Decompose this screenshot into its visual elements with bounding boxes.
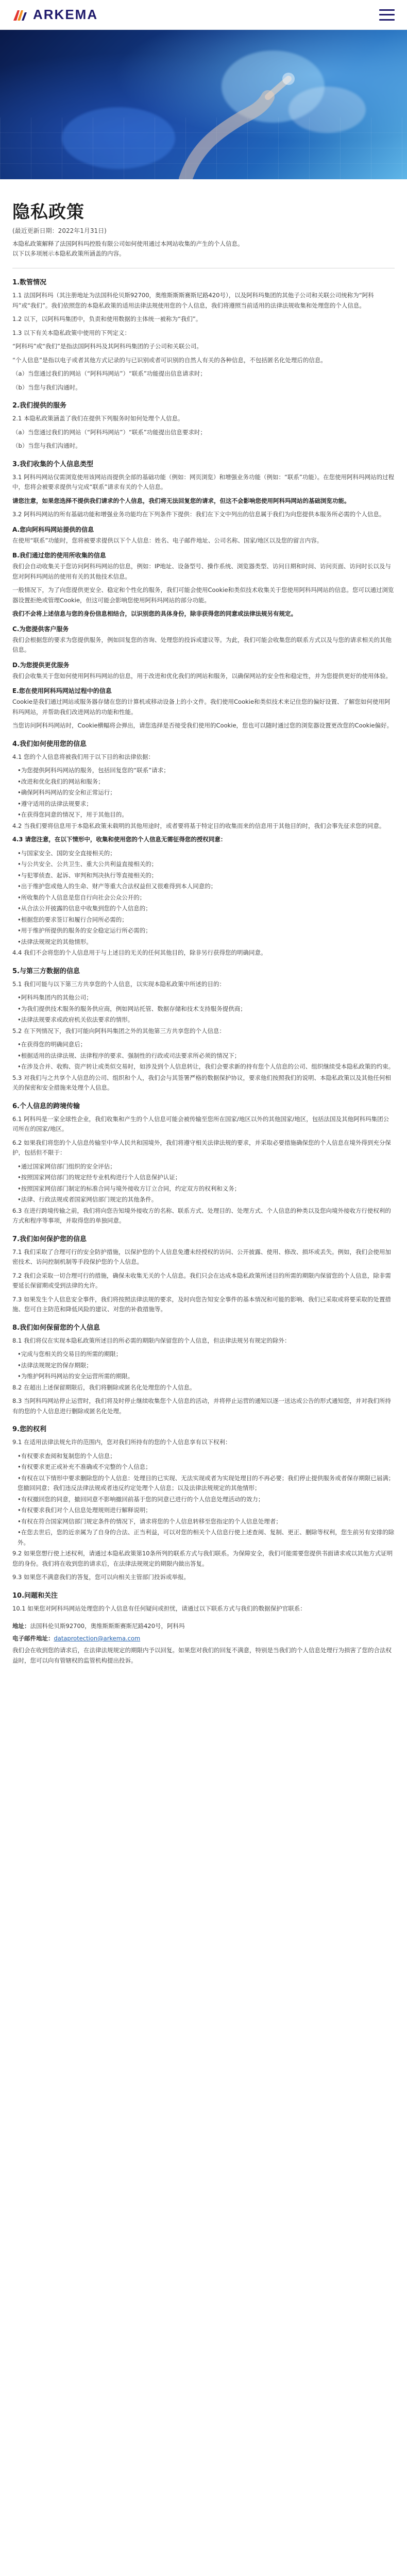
policy-section (12, 1590, 395, 1614)
section-title: 4.我们如何使用您的信息 (12, 740, 87, 748)
paragraph: 当您访问阿科玛网站时，Cookie横幅将会弹出，请您选择是否接受我们使用的Cookie，您也可以随时通过您的浏览器设置更改您的Cookie偏好。 (12, 722, 393, 729)
policy-sections (12, 277, 395, 1614)
subsection-title: D.为您提供更优服务 (12, 661, 70, 669)
paragraph: 6.3 在进行跨境传输之前，我们将向您告知境外接收方的名称、联系方式、处理目的、处理方式、个人信息的种类以及您向境外接收方行使权利的方式和程序等事项，并取得您的单独同意。 (12, 1207, 391, 1224)
paragraph: 5.2 在下列情况下，我们可能向阿科玛集团之外的其他第三方共享您的个人信息： (12, 1027, 225, 1035)
paragraph: “阿科玛”或“我们”是指法国阿科玛及其阿科玛集团的子公司和关联公司。 (12, 343, 202, 350)
section-title: 9.您的权利 (12, 1426, 46, 1433)
list-item: •用于维护所提供的服务的安全稳定运行所必需的； (18, 927, 151, 934)
brand-logo[interactable] (12, 7, 98, 23)
list-item: •按照国家网信部门制定的标准合同与境外接收方订立合同，约定双方的权利和义务； (18, 1184, 241, 1192)
paragraph: （a）当您通过我们的网站（“阿科玛网站”）“联系”功能提出信息请求时； (12, 370, 206, 377)
section-title: 1.数管情况 (12, 279, 46, 286)
list-item: •为维护阿科玛网站的安全运营所需的期限。 (18, 1372, 134, 1380)
list-item: •在您去世后，您的近亲属为了自身的合法、正当利益，可以对您的相关个人信息行使上述查阅、复制、更正、删除等权利，您生前另有安排的除外。 (18, 1529, 395, 1546)
paragraph: 7.2 我们会采取一切合理可行的措施，确保未收集无关的个人信息。我们只会在达成本隐私政策所述目的所需的期限内保留您的个人信息，除非需要延长保留期或受到法律的允许。 (12, 1272, 391, 1289)
list-item: •与国家安全、国防安全直接相关的； (18, 849, 116, 857)
policy-section (12, 1233, 395, 1315)
arkema-logo-icon (12, 8, 28, 22)
paragraph: 10.1 如果您对阿科玛网站处理您的个人信息有任何疑问或担忧，请通过以下联系方式与我们的数据保护官联系： (12, 1604, 306, 1612)
paragraph: 1.3 以下有关本隐私政策中使用的下列定义： (12, 329, 130, 336)
contact-address (12, 1621, 395, 1631)
list-item: •遵守适用的法律法规要求； (18, 800, 92, 807)
policy-section (12, 965, 395, 1093)
list-item: •确保阿科玛网站的安全和正常运行； (18, 789, 116, 796)
brand-name: ARKEMA (33, 7, 98, 22)
paragraph: 3.2 阿科玛网站的所有基础功能和增强业务功能均在下列条件下提供：我们在下文中列出的信息属于我们为向您提供本服务所必需的个人信息。 (12, 511, 385, 518)
paragraph: 我们会收集关于您如何使用阿科玛网站的信息，用于改进和优化我们的网站和服务，以确保网站的安全性和稳定性，并为您提供更好的使用体验。 (12, 672, 392, 680)
paragraph: 一般情况下，为了向您提供更安全、稳定和个性化的服务，我们可能会使用Cookie和类似技术收集关于您使用阿科玛网站的信息。您可以通过浏览器设置拒绝或管理Cookie，但这可能会影响您使用阿科玛网站的部分功能。 (12, 586, 394, 604)
policy-content (0, 179, 407, 1687)
list-item: •法律法规要求或政府机关依法要求的情形。 (18, 1016, 134, 1023)
paragraph: 我们会根据您的要求为您提供服务，例如回复您的咨询、处理您的投诉或建议等。为此，我们可能会收集您的联系方式以及与您的请求相关的其他信息。 (12, 636, 392, 653)
paragraph: 5.3 对我们与之共享个人信息的公司、组织和个人，我们会与其签署严格的数据保护协议，要求他们按照我们的说明、本隐私政策以及其他任何相关的保密和安全措施来处理个人信息。 (12, 1074, 391, 1091)
paragraph: （a）当您通过我们的网站（“阿科玛网站”）“联系”功能提出信息要求时； (12, 428, 206, 436)
list-item: •有权要求我们对个人信息处理规则进行解释说明； (18, 1506, 151, 1514)
paragraph: 4.2 当我们要将信息用于本隐私政策未载明的其他用途时，或者要将基于特定目的收集而来的信息用于其他目的时，我们会事先征求您的同意。 (12, 822, 385, 829)
paragraph: 4.4 我们不会将您的个人信息用于与上述目的无关的任何其他目的，除非另行获得您的明确同意。 (12, 949, 267, 956)
paragraph: 1.2 以下，以阿科玛集团中，负责和使用数据的主体统一被称为“我们”。 (12, 315, 202, 323)
section-title: 2.我们提供的服务 (12, 402, 66, 410)
paragraph: 在使用“联系”功能时，您将被要求提供以下个人信息：姓名、电子邮件地址、公司名称、国家/地区以及您的留言内容。 (12, 536, 323, 544)
paragraph: 8.2 在超出上述保留期限后，我们将删除或匿名化处理您的个人信息。 (12, 1383, 196, 1391)
hamburger-menu-icon[interactable] (379, 9, 395, 21)
list-item: •有权要求查阅和复制您的个人信息； (18, 1452, 116, 1460)
subsection-title: A.您向阿科玛网站提供的信息 (12, 526, 94, 533)
contact-address-label: 地址： (12, 1622, 30, 1630)
list-item: •出于维护您或他人的生命、财产等重大合法权益但又很难得到本人同意的； (18, 883, 217, 890)
policy-section (12, 277, 395, 393)
paragraph: 1.1 法国阿科玛（其注册地址为法国科伦贝斯92700，奥维斯斯斯赛斯尼路420号），以及阿科玛集团的其他子公司和关联公司统称为“阿科玛”或“我们”。我们依照您的本隐私政策的适用法律法规使用您的个人信息，我们将遵照当前适用的法律法规收集和处理您的个人信息。 (12, 292, 374, 309)
list-item: •法律法规规定的保存期限； (18, 1361, 92, 1369)
policy-section (12, 1100, 395, 1226)
paragraph: （b）当您与我们沟通时。 (12, 442, 81, 449)
paragraph: 2.1 本隐私政策涵盖了我们在提供下列服务时如何处理个人信息。 (12, 415, 184, 422)
last-updated: (最近更新日期：2022年1月31日) (12, 227, 107, 234)
list-item: •为您提供阿科玛网站的服务，包括回复您的“联系”请求； (18, 767, 169, 774)
subsection-title: B.我们通过您的使用所收集的信息 (12, 552, 106, 559)
policy-section (12, 1423, 395, 1583)
list-item: •从合法公开披露的信息中收集到您的个人信息的； (18, 905, 151, 912)
list-item: •根据您的要求签订和履行合同所必需的； (18, 916, 128, 923)
paragraph: 9.3 如果您不满意我们的答复，您可以向相关主管部门投诉或举报。 (12, 1573, 190, 1581)
section-title: 6.个人信息的跨境传输 (12, 1102, 80, 1110)
list-item: •按照国家网信部门的规定经专业机构进行个人信息保护认证； (18, 1174, 181, 1181)
paragraph: 3.1 阿科玛网站仅需浏览使用该网站而提供全部的基础功能（例如：网页浏览）和增强业务功能（例如：“联系”功能）。在您使用阿科玛网站的过程中，您将会被要求提供与完成“联系”请求有关的个人信息。 (12, 473, 395, 490)
section-title: 8.我们如何保留您的个人信息 (12, 1324, 100, 1332)
intro (12, 239, 395, 259)
paragraph: 9.2 如果您想行使上述权利，请通过本隐私政策第10条所列的联系方式与我们联系。为保障安全，我们可能需要您提供书面请求或以其他方式证明您的身份。我们将在收到您的请求后，在法律法规规定的期限内做出答复。 (12, 1550, 393, 1567)
paragraph: 6.2 如果我们将您的个人信息传输至中华人民共和国境外，我们将遵守相关法律法规的要求，并采取必要措施确保您的个人信息在境外得到充分保护，包括但不限于： (12, 1139, 391, 1156)
paragraph: 请您注意，如果您选择不提供我们请求的个人信息，我们将无法回复您的请求，但这不会影响您使用阿科玛网站的基础浏览功能。 (12, 497, 350, 504)
list-item: •有权在符合国家网信部门规定条件的情况下，请求将您的个人信息转移至您指定的个人信息处理者； (18, 1517, 282, 1525)
list-item: •所收集的个人信息是您自行向社会公众公开的； (18, 893, 146, 901)
intro-line: 本隐私政策解释了法国阿科玛控股有限公司如何使用通过本网站收集的产生的个人信息。 (12, 240, 244, 247)
paragraph: “个人信息”是指以电子或者其他方式记录的与已识别或者可识别的自然人有关的各种信息，不包括匿名化处理后的信息。 (12, 356, 327, 364)
list-item: •法律、行政法规或者国家网信部门规定的其他条件。 (18, 1196, 158, 1203)
section-title: 7.我们如何保护您的信息 (12, 1235, 87, 1243)
paragraph: Cookie是我们通过网站或服务器存储在您的计算机或移动设备上的小文件。我们使用Cookie和类似技术来记住您的偏好设置、了解您如何使用阿科玛网站，并帮助我们改进网站的功能和性能。 (12, 698, 391, 716)
intro-line: 以下以多项展示本隐私政策所涵盖的内容。 (12, 250, 125, 257)
paragraph: 8.1 我们将仅在实现本隐私政策所述目的所必需的期限内保留您的个人信息，但法律法规另有规定的除外： (12, 1336, 291, 1344)
subsection-title: C.为您提供客户服务 (12, 625, 69, 633)
paragraph: 9.1 在适用法律法规允许的范围内，您对我们所持有的您的个人信息享有以下权利： (12, 1438, 231, 1446)
page-title: 隐私政策 (12, 202, 84, 223)
section-title: 10.问题和关注 (12, 1591, 58, 1600)
list-item: •根据适用的法律法规、法律程序的要求、强制性的行政或司法要求所必须的情况下； (18, 1052, 241, 1059)
subsection-title: E.您在使用阿科玛网站过程中的信息 (12, 687, 112, 694)
contact-info (12, 1621, 395, 1666)
list-item: •有权要求更正或补充不准确或不完整的个人信息； (18, 1463, 151, 1470)
section-title: 3.我们收集的个人信息类型 (12, 460, 93, 468)
list-item: •阿科玛集团内的其他公司； (18, 994, 92, 1001)
list-item: •完成与您相关的交易目的所需的期限； (18, 1350, 122, 1358)
list-item: •通过国家网信部门组织的安全评估； (18, 1162, 116, 1170)
policy-section (12, 459, 395, 731)
list-item: •改进和优化我们的网站和服务； (18, 777, 104, 785)
list-item: •法律法规规定的其他情形。 (18, 938, 92, 945)
list-item: •有权撤回您的同意，撤回同意不影响撤回前基于您的同意已进行的个人信息处理活动的效力； (18, 1495, 264, 1503)
section-title: 5.与第三方数据的信息 (12, 967, 80, 975)
contact-email-label: 电子邮件地址： (12, 1635, 54, 1642)
paragraph: 8.3 当阿科玛网站停止运营时，我们将及时停止继续收集您个人信息的活动，并将停止运营的通知以逐一送达或公告的形式通知您，并对我们所持有的您的个人信息进行删除或匿名化处理。 (12, 1397, 391, 1415)
policy-section (12, 738, 395, 958)
list-item: •在涉及合并、收购、资产转让或类似交易时，如涉及到个人信息转让，我们会要求新的持有您个人信息的公司、组织继续受本隐私政策的约束。 (18, 1063, 395, 1070)
list-item: •有权在以下情形中要求删除您的个人信息：处理目的已实现、无法实现或者为实现处理目的不再必要；我们停止提供服务或者保存期限已届满；您撤回同意；我们违反法律法规或者违反约定处理个人信息；以及法律法规规定的其他情形； (18, 1474, 395, 1492)
list-item: •为我们提供技术服务的服务供应商，例如网站托管、数据存储和技术支持服务提供商； (18, 1005, 246, 1012)
list-item: •在获得您同意的情况下，用于其他目的。 (18, 811, 128, 818)
hero-touchscreen-image (0, 30, 407, 179)
list-item: •与犯罪侦查、起诉、审判和判决执行等直接相关的； (18, 871, 158, 879)
site-header (0, 0, 407, 30)
paragraph: 7.1 我们采取了合理可行的安全防护措施，以保护您的个人信息免遭未经授权的访问、公开披露、使用、修改、损坏或丢失。例如，我们会使用加密技术、访问控制机制等手段保护您的个人信息。 (12, 1248, 391, 1265)
list-item: •在获得您的明确同意后； (18, 1041, 87, 1048)
contact-address-value: 法国科伦贝斯92700，奥维斯斯斯赛斯尼路420号，阿科玛 (30, 1622, 185, 1630)
policy-section (12, 1322, 395, 1417)
paragraph: 6.1 阿科玛是一家全球性企业，我们收集和产生的个人信息可能会被传输至您所在国家/地区以外的其他国家/地区，包括法国及其他阿科玛集团公司所在的国家/地区。 (12, 1115, 389, 1132)
paragraph: 4.3 请您注意，在以下情形中，收集和使用您的个人信息无需征得您的授权同意： (12, 836, 227, 843)
policy-section (12, 400, 395, 451)
contact-email-link[interactable]: dataprotection@arkema.com (54, 1635, 141, 1642)
paragraph: 我们会自动收集关于您访问阿科玛网站的信息，例如：IP地址、设备型号、操作系统、浏览器类型、访问日期和时间、访问页面、访问时长以及与您对阿科玛网站的使用有关的其他技术信息。 (12, 563, 391, 580)
paragraph: （b）当您与我们沟通时。 (12, 383, 81, 391)
paragraph: 7.3 如果发生个人信息安全事件，我们将按照法律法规的要求，及时向您告知安全事件的基本情况和可能的影响、我们已采取或将要采取的处置措施、您可自主防范和降低风险的建议、对您的补救措施等。 (12, 1295, 391, 1313)
contact-email (12, 1633, 395, 1643)
paragraph: 我们不会将上述信息与您的身份信息相结合，以识别您的具体身份，除非获得您的同意或法律法规另有规定。 (12, 610, 297, 617)
list-item: •与公共安全、公共卫生、重大公共利益直接相关的； (18, 860, 158, 868)
paragraph: 5.1 我们可能与以下第三方共享您的个人信息，以实现本隐私政策中所述的目的： (12, 980, 225, 988)
contact-note: 我们会在收到您的请求后，在法律法规规定的期限内予以回复。如果您对我们的回复不满意，特别是当我们的个人信息处理行为损害了您的合法权益时，您可以向有管辖权的监管机构提出投诉。 (12, 1647, 392, 1664)
paragraph: 4.1 您的个人信息将被我们用于以下目的和法律依据： (12, 753, 154, 760)
